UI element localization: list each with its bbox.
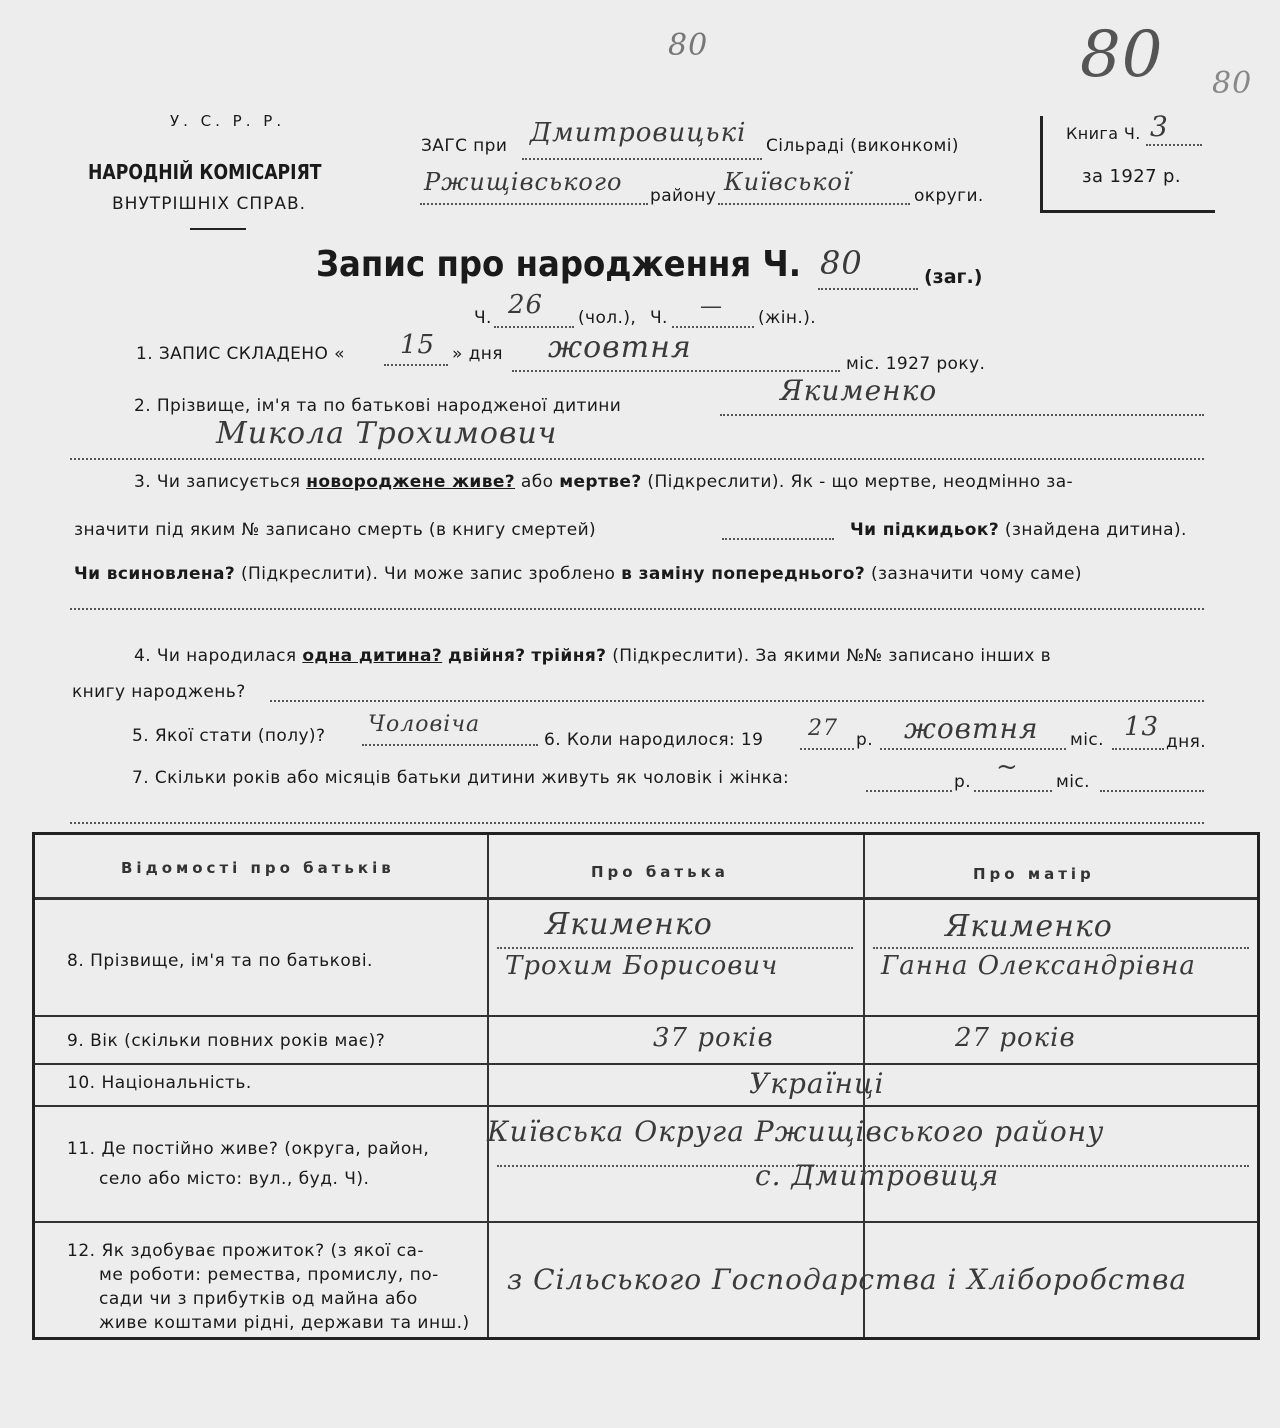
- q4-single-option: одна дитина?: [302, 646, 443, 666]
- row11-value-1: Київська Округа Ржищівського району: [487, 1115, 1105, 1148]
- header-info: Відомості про батьків: [121, 859, 395, 877]
- q4-line1: [134, 646, 1051, 666]
- row8-bottom-line: [35, 1015, 1257, 1017]
- okruha-line: [718, 203, 910, 205]
- row8-father-surname: Якименко: [545, 907, 713, 942]
- book-year: за 1927 р.: [1082, 166, 1182, 187]
- q4-line1-a: 4. Чи народилася: [134, 646, 297, 666]
- record-number: 80: [820, 244, 863, 282]
- department-label: ВНУТРІШНІХ СПРАВ.: [112, 194, 307, 214]
- row10-label: 10. Національність.: [67, 1073, 252, 1093]
- q2-name: Микола Трохимович: [216, 416, 558, 451]
- zags-prefix: ЗАГС при: [421, 136, 508, 156]
- village-council-line: [522, 158, 762, 160]
- q4-triplets-option: трійня?: [531, 646, 607, 666]
- row12-label-4: живе коштами рідні, держави та инш.): [99, 1313, 470, 1333]
- q1-label: 1. ЗАПИС СКЛАДЕНО «: [136, 344, 345, 364]
- q3-line1-e: (Підкреслити). Як - що мертве, неодмінно за-: [647, 472, 1074, 492]
- header-divider: [190, 228, 246, 230]
- q1-day: 15: [400, 330, 436, 360]
- q7-years-line: [866, 790, 952, 792]
- record-number-line: [818, 288, 918, 290]
- q4-line1-e: (Підкреслити). За якими №№ записано інших в: [612, 646, 1052, 666]
- header-bottom-line: [35, 897, 1257, 900]
- row9-bottom-line: [35, 1063, 1257, 1065]
- q3-line2-c: (знайдена дитина).: [1004, 520, 1187, 540]
- male-number-line: [494, 326, 574, 328]
- book-label: Книга Ч.: [1066, 124, 1141, 143]
- female-ch-label: Ч.: [650, 308, 668, 328]
- q3-death-line: [722, 538, 834, 540]
- district-line: [420, 203, 648, 205]
- female-label: (жін.).: [758, 308, 817, 328]
- q6-year: 27: [808, 716, 838, 741]
- row8-label: 8. Прізвище, ім'я та по батькові.: [67, 951, 373, 971]
- q5-line: [362, 744, 538, 746]
- republic-label: У. С. Р. Р.: [170, 112, 286, 130]
- row9-father-age: 37 років: [653, 1023, 774, 1053]
- small-page-number: 80: [1212, 66, 1253, 101]
- header-mother: Про матір: [973, 865, 1095, 883]
- row10-bottom-line: [35, 1105, 1257, 1107]
- row11-value-2: с. Дмитровиця: [755, 1159, 1000, 1192]
- row9-label: 9. Вік (скільки повних років має)?: [67, 1031, 386, 1051]
- large-page-number: 80: [1080, 18, 1164, 92]
- record-title: Запис про народження Ч.: [316, 244, 802, 285]
- q1-month: жовтня: [548, 330, 692, 365]
- q1-tail: міс. 1927 року.: [846, 354, 986, 374]
- q6-month-suffix: міс.: [1070, 730, 1104, 750]
- q2-line2: [70, 458, 1204, 460]
- male-ch-label: Ч.: [474, 308, 492, 328]
- q2-surname: Якименко: [780, 374, 938, 407]
- row12-label-1: 12. Як здобуває прожиток? (з якої са-: [67, 1241, 424, 1261]
- book-number-line: [1146, 144, 1202, 146]
- header-father: Про батька: [591, 863, 729, 881]
- q4-line2: книгу народжень?: [72, 682, 246, 702]
- row11-bottom-line: [35, 1221, 1257, 1223]
- q2-line1: [720, 414, 1204, 416]
- q5-value: Чоловіча: [368, 712, 481, 737]
- record-number-suffix: (заг.): [924, 266, 983, 288]
- q3-replacement-option: в заміну попереднього?: [621, 564, 866, 584]
- q3-line1: [134, 472, 1073, 492]
- row8-father-midline: [497, 947, 853, 949]
- row8-mother-surname: Якименко: [945, 909, 1113, 944]
- male-number: 26: [508, 290, 544, 320]
- q3-line3: [74, 564, 1082, 584]
- female-number: —: [700, 294, 723, 319]
- row12-label-2: ме роботи: ремества, промислу, по-: [99, 1265, 439, 1285]
- q3-blank-line: [70, 608, 1204, 610]
- q6-month: жовтня: [904, 712, 1039, 745]
- q6-day-line: [1112, 748, 1164, 750]
- row12-label-3: сади чи з прибутків од майна або: [99, 1289, 418, 1309]
- q3-foundling-option: Чи підкидьок?: [850, 520, 1000, 540]
- pencil-page-number: 80: [668, 28, 709, 63]
- table-divider-1: [487, 835, 489, 1337]
- book-number: 3: [1150, 110, 1169, 143]
- q6-year-suffix: р.: [856, 730, 873, 750]
- q7-line2: [70, 822, 1204, 824]
- q6-label: 6. Коли народилося: 19: [544, 730, 764, 750]
- q6-day: 13: [1124, 712, 1160, 742]
- q3-line3-d: (зазначити чому саме): [870, 564, 1082, 584]
- q1-day-line: [384, 364, 448, 366]
- q5-label: 5. Якої стати (полу)?: [132, 726, 326, 746]
- district-value: Ржищівського: [424, 168, 623, 196]
- q7-months-suffix: міс.: [1056, 772, 1090, 792]
- q3-dead-option: мертве?: [559, 472, 642, 492]
- okruha-label: округи.: [914, 186, 984, 206]
- q4-blank-line: [270, 700, 1204, 702]
- row8-mother-midline: [873, 947, 1249, 949]
- village-council-value: Дмитровицькі: [530, 118, 747, 148]
- ministry-title: НАРОДНІЙ КОМІСАРІЯТ: [88, 160, 322, 184]
- parents-table: [32, 832, 1260, 1340]
- council-label: Сільраді (виконкомі): [766, 136, 959, 156]
- q6-month-line: [880, 748, 1066, 750]
- q1-month-line: [512, 370, 840, 372]
- q3-line1-a: 3. Чи записується: [134, 472, 301, 492]
- q3-line1-c: або: [520, 472, 554, 492]
- row12-value: з Сільського Господарства і Хліборобства: [507, 1263, 1188, 1296]
- male-label: (чол.),: [578, 308, 637, 328]
- q7-label: 7. Скільки років або місяців батьки дитини живуть як чоловік і жінка:: [132, 768, 790, 788]
- q1-day-close: » дня: [452, 344, 503, 364]
- female-number-line: [672, 326, 754, 328]
- okruha-value: Київської: [724, 168, 852, 196]
- row8-mother-name: Ганна Олександрівна: [881, 951, 1196, 981]
- q3-line2-tail: [850, 520, 1187, 540]
- q4-twins-option: двійня?: [447, 646, 526, 666]
- row9-mother-age: 27 років: [955, 1023, 1076, 1053]
- row8-father-name: Трохим Борисович: [505, 951, 779, 981]
- q7-blank-line: [1100, 790, 1204, 792]
- q7-months-line: [974, 790, 1052, 792]
- district-label: району: [650, 186, 717, 206]
- q6-year-line: [800, 748, 854, 750]
- q2-label: 2. Прізвище, ім'я та по батькові народженої дитини: [134, 396, 622, 416]
- q7-years-suffix: р.: [954, 772, 971, 792]
- q3-line2-a: значити під яким № записано смерть (в книгу смертей): [74, 520, 597, 540]
- q7-mark: ~: [996, 752, 1019, 782]
- row11-label-1: 11. Де постійно живе? (округа, район,: [67, 1139, 430, 1159]
- row10-value: Українці: [749, 1067, 885, 1100]
- q3-adopted-option: Чи всиновлена?: [74, 564, 236, 584]
- q3-line3-b: (Підкреслити). Чи може запис зроблено: [240, 564, 616, 584]
- row11-label-2: село або місто: вул., буд. Ч).: [99, 1169, 370, 1189]
- q3-alive-option: новороджене живе?: [306, 472, 516, 492]
- q6-day-suffix: дня.: [1166, 732, 1207, 752]
